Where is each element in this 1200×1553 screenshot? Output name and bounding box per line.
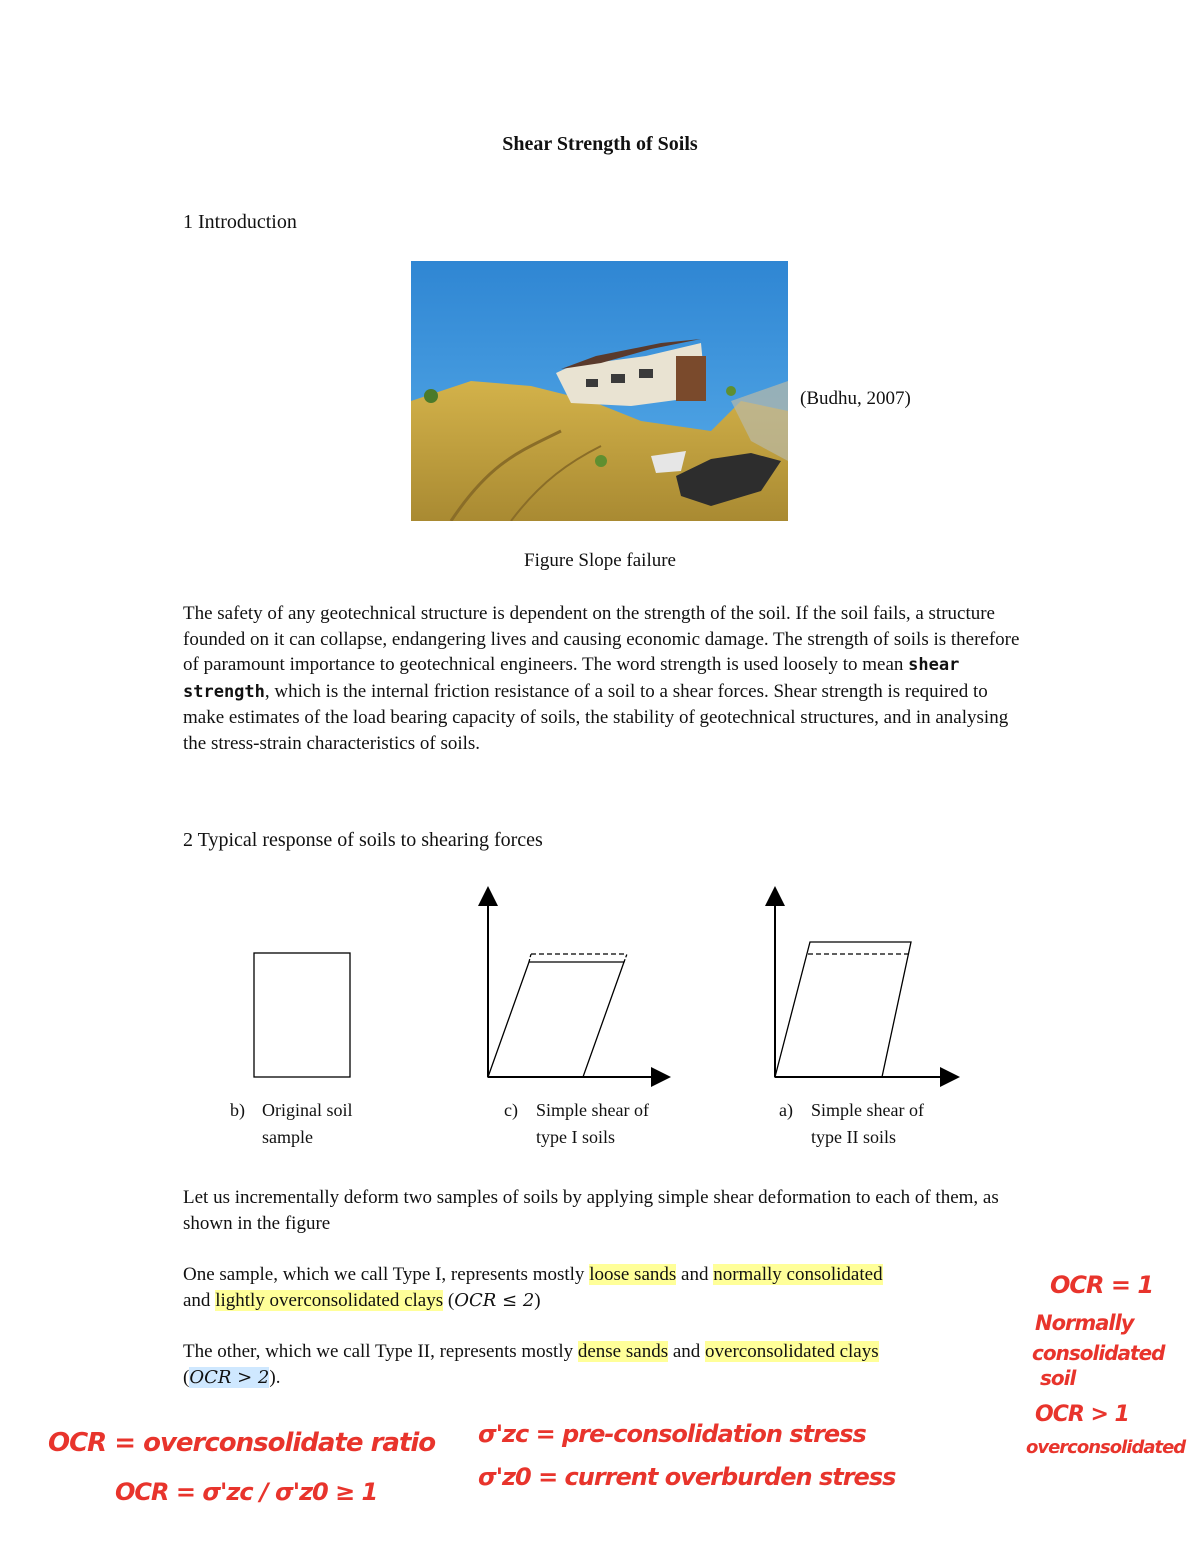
deform-paragraph: Let us incrementally deform two samples of soils by applying simple shear deformation to each of them, as shown in the figure (183, 1187, 999, 1234)
section-heading-introduction: 1 Introduction (183, 211, 297, 233)
photo-credit: (Budhu, 2007) (800, 388, 911, 409)
hw-ocr-definition: OCR = overconsolidate ratio (48, 1428, 436, 1458)
highlight-normally-consolidated: normally consolidated (713, 1264, 883, 1285)
intro-paragraph: The safety of any geotechnical structure is dependent on the strength of the soil. If the soil fails, a structure founded on it can collapse, endangering lives and causing economic damage. The strength of soils is therefore of paramount importance to geotechnical engineers. The word strength is used loosely to mean shear strength, which is the internal friction resistance of a soil to a shear forces. Shear strength is required to make estimates of the load bearing capacity of soils, the stability of geotechnical structures, and in analysing the stress-strain characteristics of soils. (183, 603, 1020, 754)
bold-term: shear strength (183, 655, 960, 702)
highlight-dense-sands: dense sands (577, 1341, 669, 1362)
section-heading-typical-response: 2 Typical response of soils to shearing forces (183, 829, 543, 851)
caption-type2: a) Simple shear of type II soils (779, 1100, 924, 1147)
math-ocr-gt-2: OCR > 2 (189, 1366, 270, 1388)
math-ocr-le-2: OCR ≤ 2 (454, 1289, 535, 1311)
hw-ocr-gt-1: OCR > 1 (1035, 1402, 1129, 1427)
hw-normally: Normally (1035, 1311, 1134, 1335)
hw-overconsolidated: overconsolidated (1026, 1437, 1186, 1458)
original-sample-rect (254, 953, 350, 1077)
hw-ocr-formula: OCR = σ'zc / σ'z0 ≥ 1 (115, 1478, 378, 1506)
hw-sigma-zc: σ'zc = pre-consolidation stress (478, 1420, 866, 1448)
type1-paragraph: One sample, which we call Type I, represents mostly loose sands and normally consolidated and lightly overconsolidated clays (OCR ≤ 2) (183, 1264, 883, 1311)
highlight-lightly-oc-clays: lightly overconsolidated clays (215, 1289, 444, 1311)
hw-soil: soil (1040, 1366, 1076, 1390)
highlight-loose-sands: loose sands (589, 1264, 677, 1285)
slope-failure-photo (411, 261, 788, 521)
page-title: Shear Strength of Soils (502, 133, 698, 155)
caption-original-sample: b) Original soil sample (230, 1100, 353, 1147)
hw-consolidated: consolidated (1032, 1341, 1165, 1365)
hw-sigma-z0: σ'z0 = current overburden stress (478, 1463, 896, 1491)
figure-caption: Figure Slope failure (524, 550, 676, 571)
type2-sheared-shape (775, 942, 911, 1077)
caption-type1: c) Simple shear of type I soils (504, 1100, 649, 1147)
type2-paragraph: The other, which we call Type II, represents mostly dense sands and overconsolidated clays (OCR > 2). (183, 1341, 879, 1388)
type1-sheared-shape (488, 962, 624, 1077)
hw-ocr-eq-1: OCR = 1 (1050, 1271, 1154, 1299)
highlight-oc-clays: overconsolidated clays (705, 1341, 879, 1362)
